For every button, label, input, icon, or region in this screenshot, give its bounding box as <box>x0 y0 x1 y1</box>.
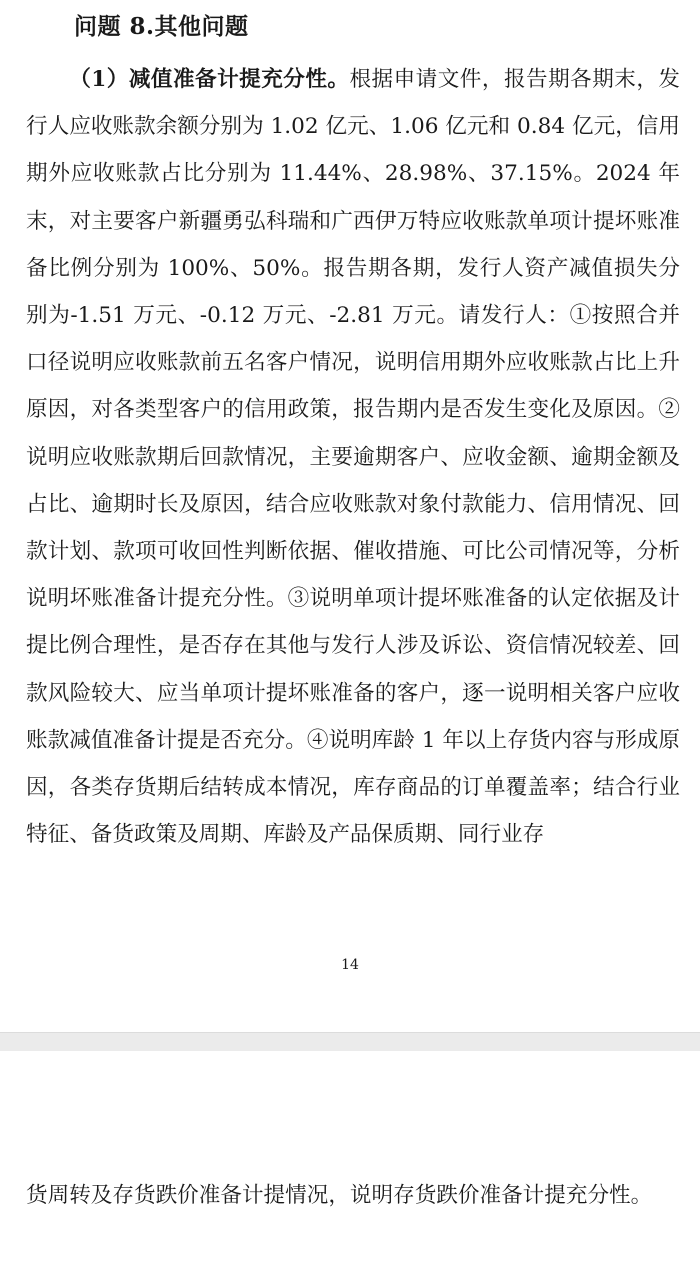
section-heading: 问题 8.其他问题 <box>74 13 249 40</box>
document-page-next <box>0 1051 700 1269</box>
paragraph-body: 根据申请文件，报告期各期末，发行人应收账款余额分别为 1.02 亿元、1.06 亿元和 0.84 亿元，信用期外应收账款占比分别为 11.44%、28.98%、37.15%。2024 年末，对主要客户新疆勇弘科瑞和广西伊万特应收账款单项计提坏账准备比例分别为 100%、50%。报告期各期，发行人资产减值损失分别为-1.51 万元、-0.12 万元、-2.81 万元。请发行人：①按照合并口径说明应收账款前五名客户情况，说明信用期外应收账款占比上升原因，对各类型客户的信用政策，报告期内是否发生变化及原因。②说明应收账款期后回款情况，主要逾期客户、应收金额、逾期金额及占比、逾期时长及原因，结合应收账款对象付款能力、信用情况、回款计划、款项可收回性判断依据、催收措施、可比公司情况等，分析说明坏账准备计提充分性。③说明单项计提坏账准备的认定依据及计提比例合理性，是否存在其他与发行人涉及诉讼、资信情况较差、回款风险较大、应当单项计提坏账准备的客户，逐一说明相关客户应收账款减值准备计提是否充分。④说明库龄 1 年以上存货内容与形成原因，各类存货期后结转成本情况，库存商品的订单覆盖率；结合行业特征、备货政策及周期、库龄及产品保质期、同行业存 <box>26 67 680 848</box>
page-separator <box>0 1032 700 1052</box>
question-paragraph <box>26 56 680 858</box>
page-number: 14 <box>341 957 359 973</box>
continued-paragraph: 货周转及存货跌价准备计提情况，说明存货跌价准备计提充分性。 <box>26 1183 653 1208</box>
subsection-title: （1）减值准备计提充分性。 <box>69 67 350 92</box>
